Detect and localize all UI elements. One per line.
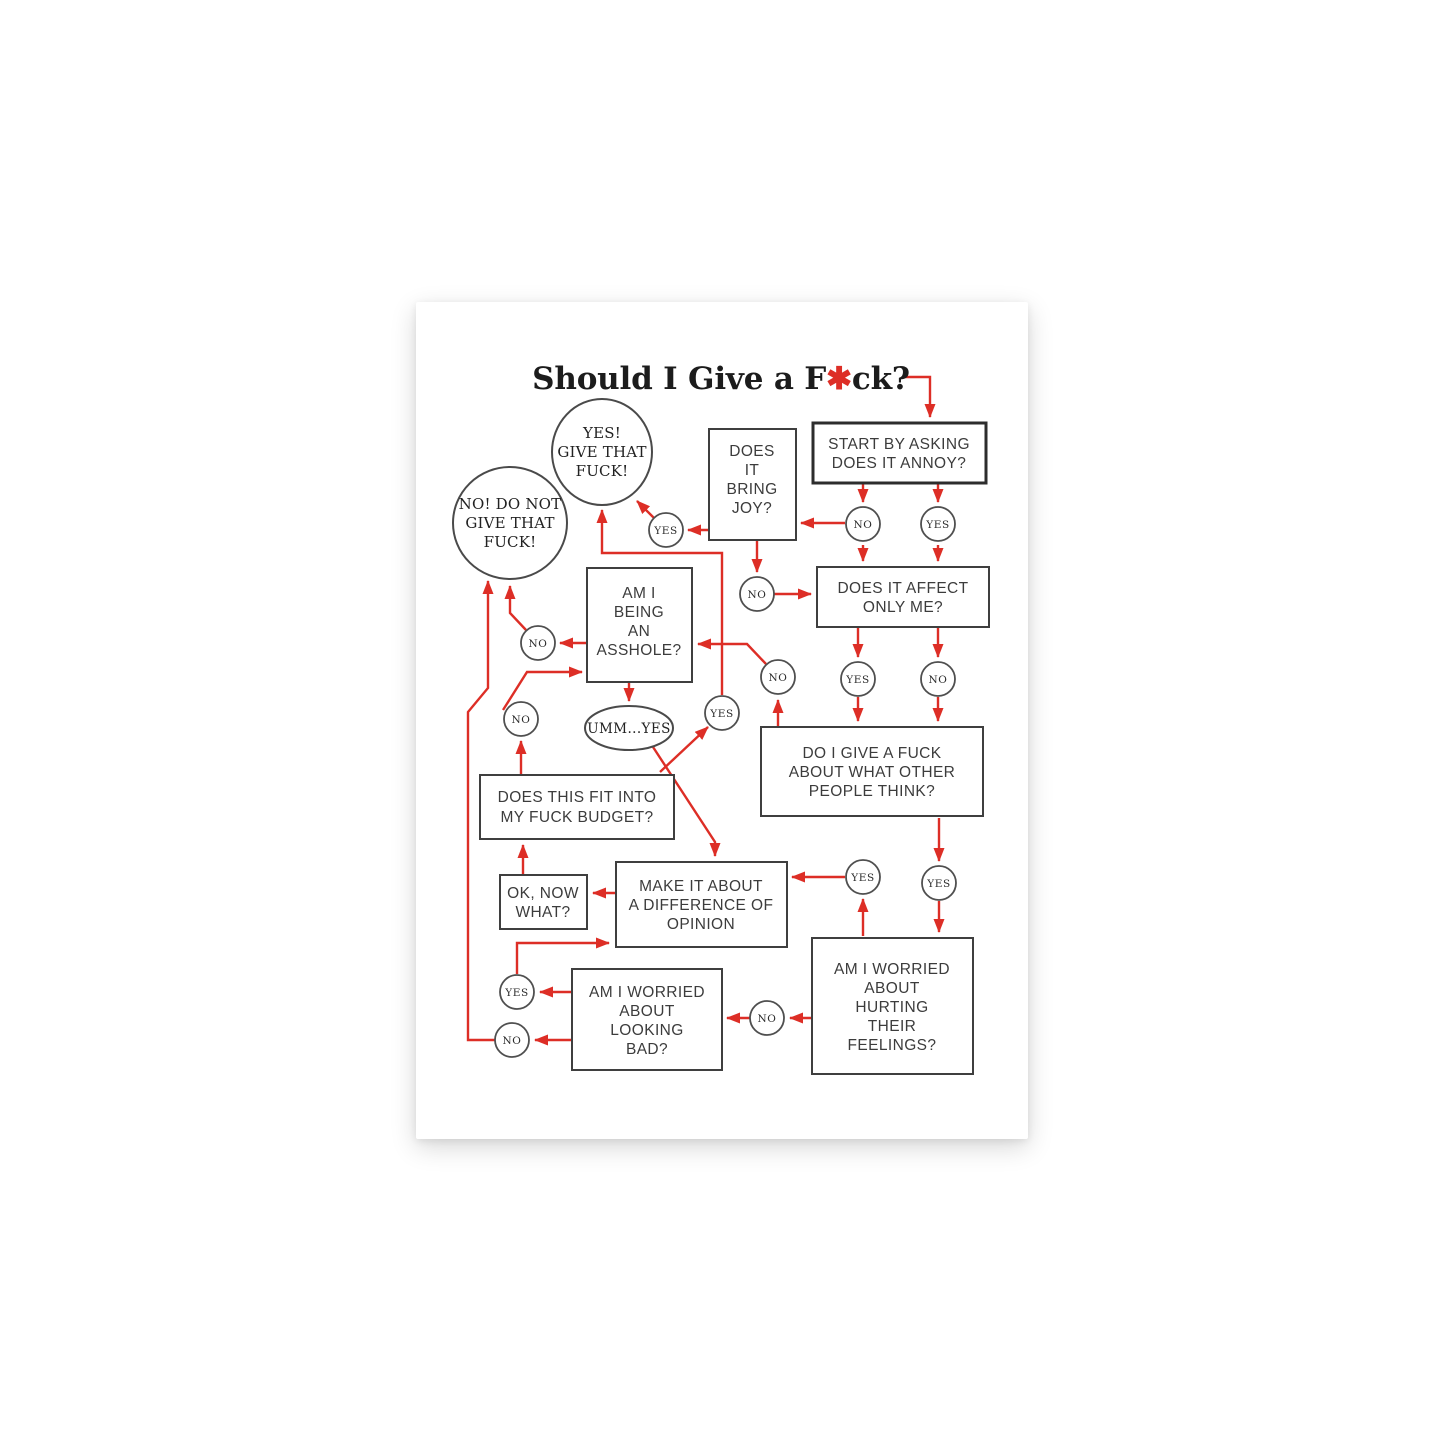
node-difference-of-opinion <box>616 862 787 947</box>
feelings-line1: AM I WORRIED <box>834 961 950 978</box>
make-line2: A DIFFERENCE OF <box>628 897 774 914</box>
start-line1: START BY ASKING <box>828 436 970 453</box>
no-feelings-label: NO <box>757 1013 777 1025</box>
node-fuck-budget <box>480 775 674 839</box>
feelings-line5: FEELINGS? <box>847 1037 937 1054</box>
no-looking-label: NO <box>502 1035 522 1047</box>
asshole-line2: BEING <box>613 604 665 621</box>
looking-line1: AM I WORRIED <box>589 984 705 1001</box>
node-does-it-affect-only-me <box>817 567 989 627</box>
node-ok-now-what <box>500 875 587 929</box>
yes-looking-label: YES <box>505 987 529 999</box>
budget-line1: DOES THIS FIT INTO <box>497 789 657 806</box>
asshole-line3: AN <box>627 623 651 640</box>
joy-line4: JOY? <box>731 500 773 517</box>
title-text-end: ck? <box>851 361 910 397</box>
affect-line1: DOES IT AFFECT <box>837 580 969 597</box>
looking-line4: BAD? <box>625 1041 669 1058</box>
badge-no-asshole <box>521 626 555 660</box>
edge-yes-joy-to-yes-give <box>637 501 654 518</box>
joy-line2: IT <box>744 462 760 479</box>
badge-yes-think <box>922 866 956 900</box>
no-budget-label: NO <box>511 714 531 726</box>
badge-yes-looking <box>500 975 534 1009</box>
edge-no-think-to-asshole <box>698 644 766 664</box>
node-does-it-bring-joy <box>709 429 796 540</box>
node-umm-yes <box>585 706 673 750</box>
node-am-i-being-an-asshole <box>587 568 692 682</box>
yes-give-line1: YES! <box>583 424 621 442</box>
node-yes-give-that-fuck <box>552 399 652 505</box>
yes-give-line2: GIVE THAT <box>557 443 647 461</box>
node-start-by-asking <box>813 423 986 483</box>
yes-think-label: YES <box>927 878 951 890</box>
badge-yes-annoy <box>921 507 955 541</box>
yes-affect-label: YES <box>846 674 870 686</box>
badge-yes-feelings <box>846 860 880 894</box>
looking-line3: LOOKING <box>610 1022 684 1039</box>
page-title <box>532 361 910 397</box>
no-give-line3: FUCK! <box>483 533 537 551</box>
badge-no-feelings <box>750 1001 784 1035</box>
asshole-line1: AM I <box>622 585 656 602</box>
make-line3: OPINION <box>666 916 736 933</box>
asshole-line4: ASSHOLE? <box>596 642 682 659</box>
umm-yes-label: UMM...YES <box>587 721 671 737</box>
edge-no-asshole-to-no-give <box>510 586 526 630</box>
feelings-line3: HURTING <box>855 999 929 1016</box>
badge-yes-budget <box>705 696 739 730</box>
oknow-line2: WHAT? <box>515 904 571 921</box>
start-box <box>813 423 986 483</box>
node-worried-looking-bad <box>572 969 722 1070</box>
badge-no-looking <box>495 1023 529 1057</box>
no-affect-label: NO <box>928 674 948 686</box>
joy-line3: BRING <box>726 481 778 498</box>
title-text: Should I Give a F <box>532 361 827 397</box>
budget-line2: MY FUCK BUDGET? <box>500 809 654 826</box>
yes-annoy-label: YES <box>926 519 950 531</box>
no-give-line2: GIVE THAT <box>465 514 555 532</box>
think-line2: ABOUT WHAT OTHER <box>788 764 956 781</box>
badge-no-annoy <box>846 507 880 541</box>
no-joy-label: NO <box>747 589 767 601</box>
yes-give-line3: FUCK! <box>575 462 629 480</box>
joy-line1: DOES <box>729 443 775 460</box>
affect-line2: ONLY ME? <box>862 599 944 616</box>
badge-no-think <box>761 660 795 694</box>
yes-joy-label: YES <box>654 525 678 537</box>
node-what-other-people-think <box>761 727 983 816</box>
start-line2: DOES IT ANNOY? <box>831 455 967 472</box>
badge-yes-affect <box>841 662 875 696</box>
no-give-line1: NO! DO NOT <box>458 495 562 513</box>
no-think-label: NO <box>768 672 788 684</box>
node-worried-hurting-feelings <box>812 938 973 1074</box>
think-line3: PEOPLE THINK? <box>808 783 936 800</box>
yes-budget-label: YES <box>710 708 734 720</box>
title-asterisk-icon: ✱ <box>826 361 852 397</box>
looking-line2: ABOUT <box>619 1003 675 1020</box>
affect-box <box>817 567 989 627</box>
feelings-line2: ABOUT <box>864 980 920 997</box>
budget-box <box>480 775 674 839</box>
badge-no-budget <box>504 702 538 736</box>
node-no-do-not-give-that-fuck <box>453 467 567 579</box>
think-line1: DO I GIVE A FUCK <box>802 745 942 762</box>
oknow-line1: OK, NOW <box>507 885 579 902</box>
badge-no-affect <box>921 662 955 696</box>
yes-feelings-label: YES <box>851 872 875 884</box>
make-line1: MAKE IT ABOUT <box>639 878 763 895</box>
badge-no-joy <box>740 577 774 611</box>
no-annoy-label: NO <box>853 519 873 531</box>
no-asshole-label: NO <box>528 638 548 650</box>
badge-yes-joy <box>649 513 683 547</box>
feelings-line4: THEIR <box>867 1018 917 1035</box>
